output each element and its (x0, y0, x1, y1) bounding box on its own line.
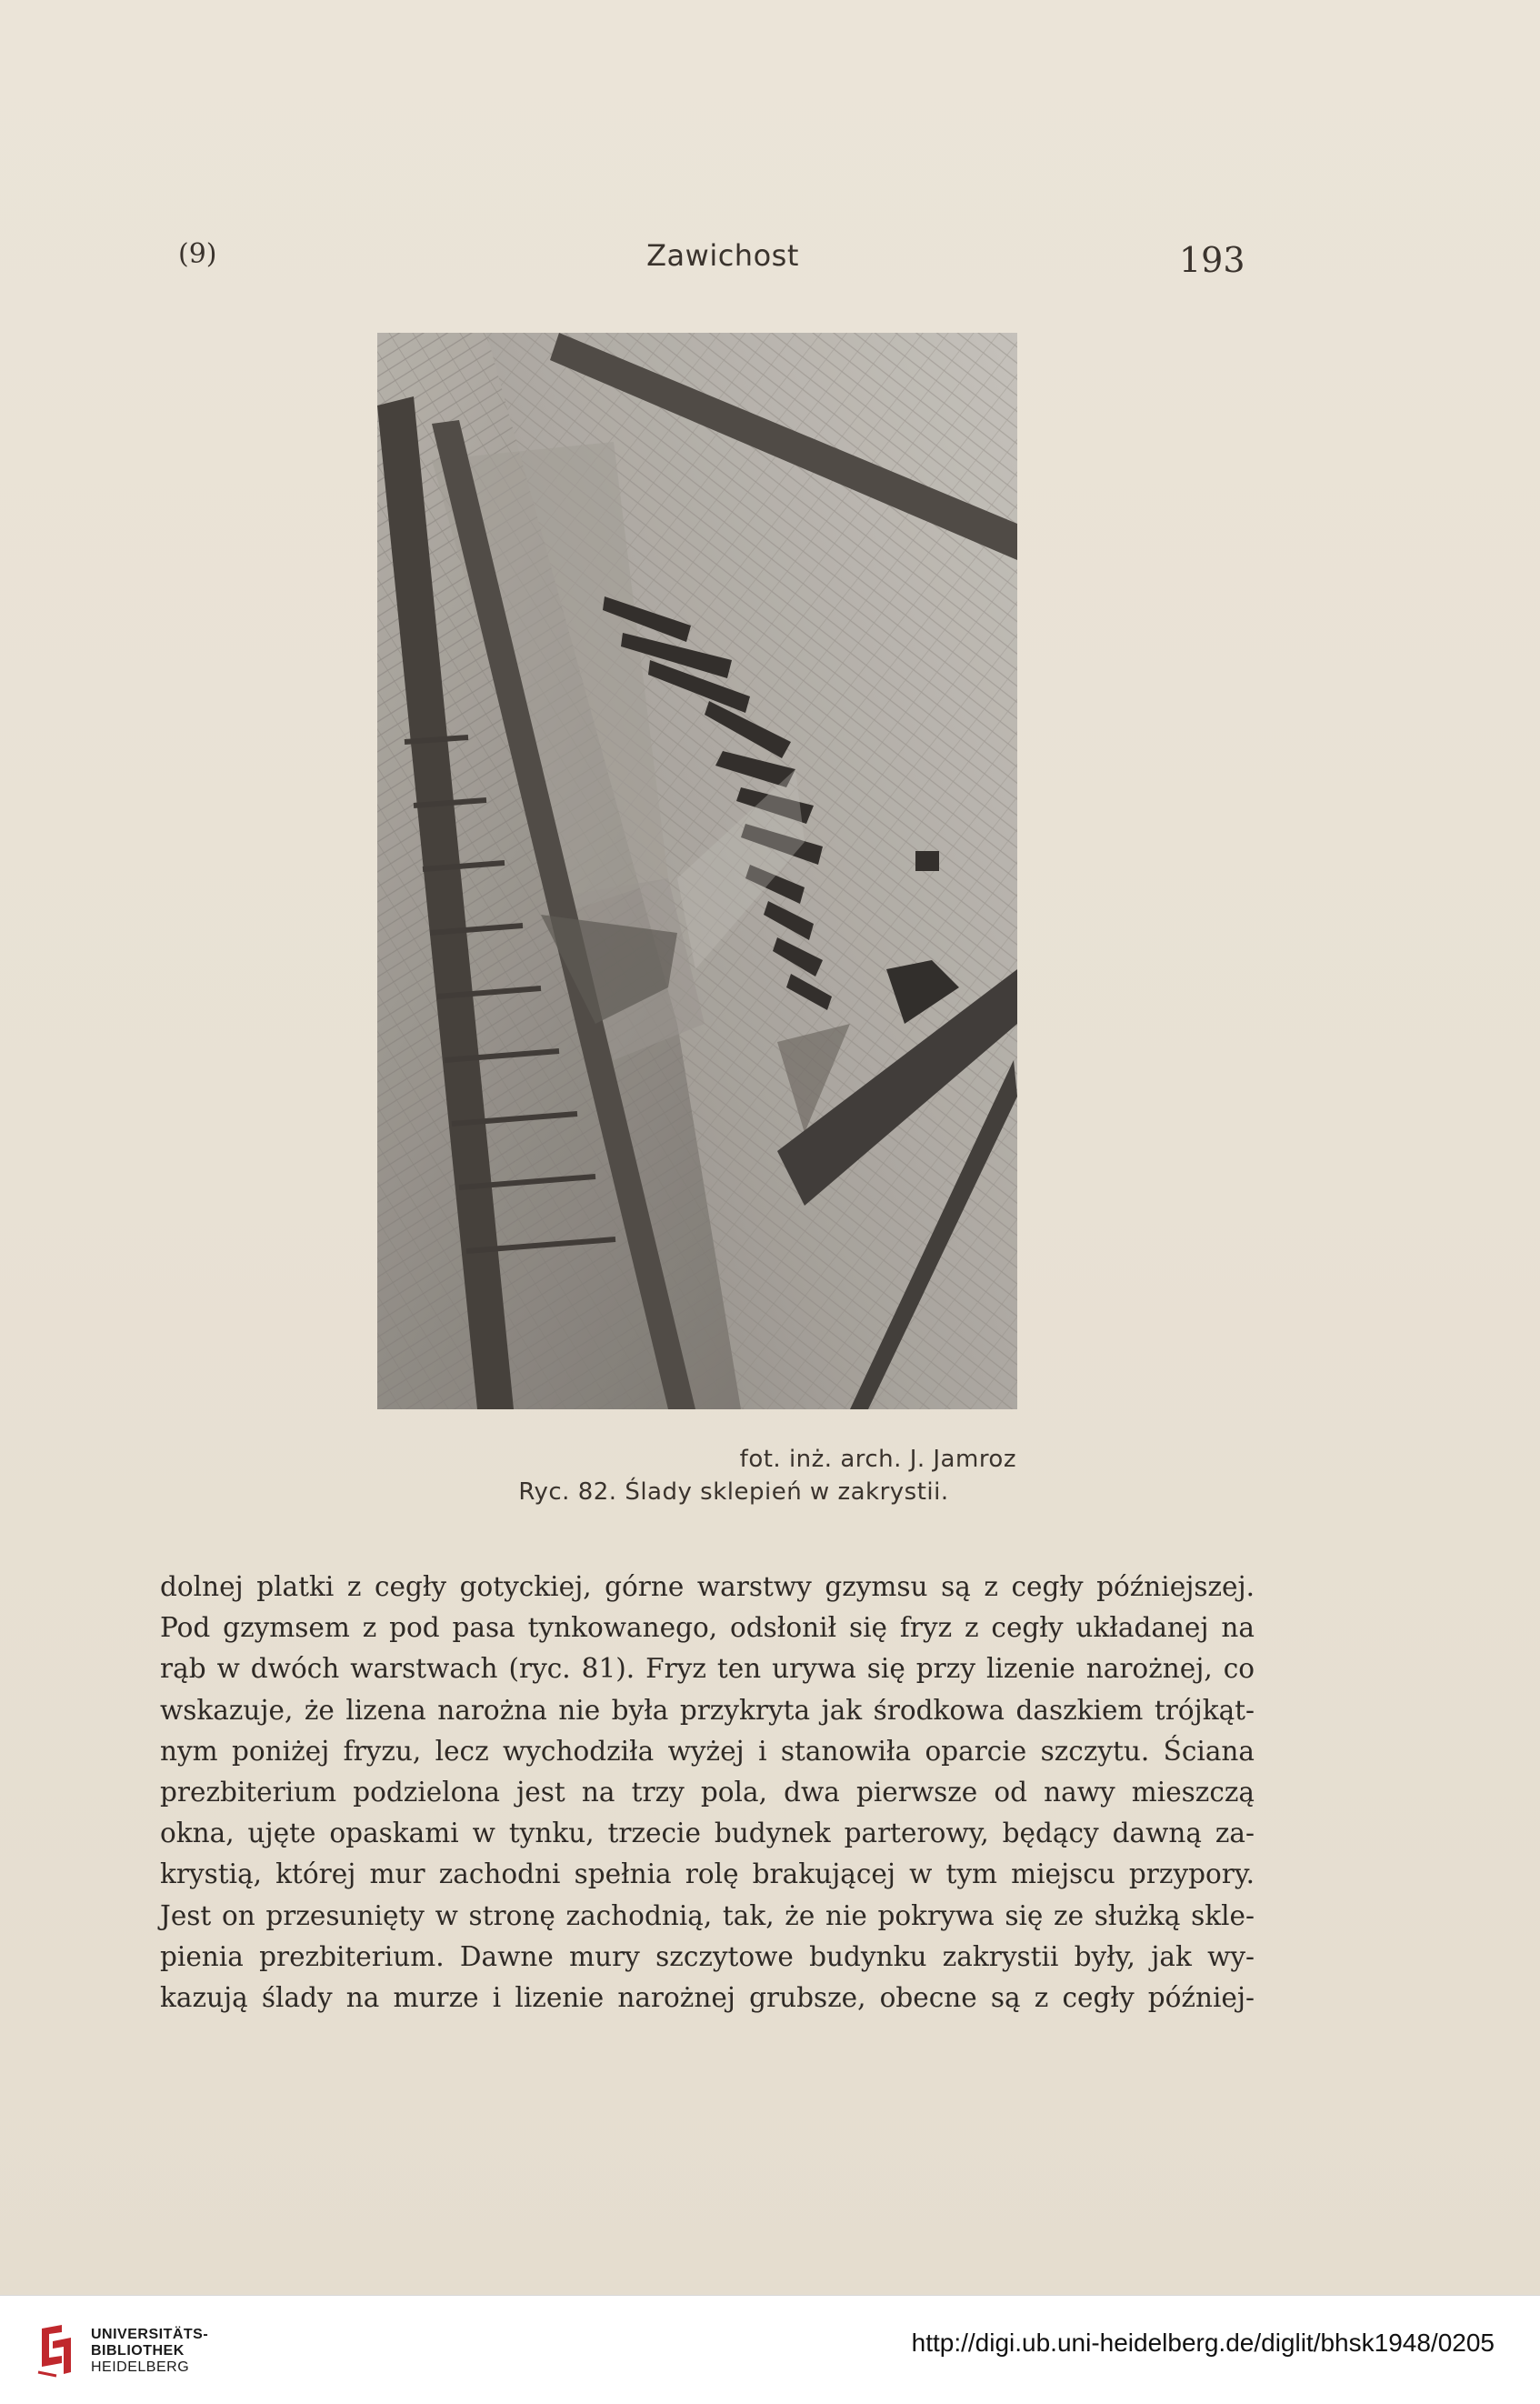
library-name-line: HEIDELBERG (91, 2359, 190, 2375)
library-name (91, 2327, 208, 2376)
library-name-line: UNIVERSITÄTS- (91, 2327, 209, 2342)
permalink-url[interactable]: http://digi.ub.uni-heidelberg.de/diglit/bhsk1948/0205 (911, 2329, 1495, 2357)
text-line: prezbiterium podzielona jest na trzy pola, dwa pierwsze od nawy mieszczą (160, 1776, 1255, 1808)
text-line: okna, ujęte opaskami w tynku, trzecie budynek parterowy, będący dawną za- (160, 1818, 1255, 1849)
text-line: kazują ślady na murze i lizenie narożnej grubsze, obecne są z cegły później- (160, 1981, 1255, 2013)
figure-caption: Ryc. 82. Ślady sklepień w zakrystii. (518, 1478, 949, 1506)
page-number: 193 (1179, 240, 1245, 280)
section-number: (9) (178, 238, 217, 270)
text-line: pienia prezbiterium. Dawne mury szczytowe budynku zakrystii były, jak wy- (160, 1940, 1255, 1972)
running-title: Zawichost (646, 238, 799, 273)
library-footer (0, 2295, 1540, 2404)
library-name-line: BIBLIOTHEK (91, 2343, 185, 2359)
photograph-vault-traces (377, 333, 1017, 1409)
body-paragraph (160, 1567, 1255, 2018)
text-line: krystią, której mur zachodni spełnia rolę brakującej w tym miejscu przypory. (160, 1858, 1255, 1890)
photo-credit: fot. inż. arch. J. Jamroz (739, 1446, 1016, 1473)
text-line: Jest on przesunięty w stronę zachodnią, tak, że nie pokrywa się ze służką skle- (160, 1899, 1255, 1931)
text-line: nym poniżej fryzu, lecz wychodziła wyżej i stanowiła oparcie szczytu. Ściana (160, 1735, 1255, 1767)
photo-illustration (377, 333, 1017, 1409)
text-line: rąb w dwóch warstwach (ryc. 81). Fryz ten urywa się przy lizenie narożnej, co (160, 1653, 1255, 1685)
library-logo-icon (35, 2321, 78, 2379)
text-line: Pod gzymsem z pod pasa tynkowanego, odsłonił się fryz z cegły układanej na (160, 1612, 1255, 1644)
text-line: wskazuje, że lizena narożna nie była przykryta jak środkowa daszkiem trójkąt- (160, 1694, 1255, 1726)
text-line: dolnej platki z cegły gotyckiej, górne warstwy gzymsu są z cegły późniejszej. (160, 1571, 1255, 1602)
